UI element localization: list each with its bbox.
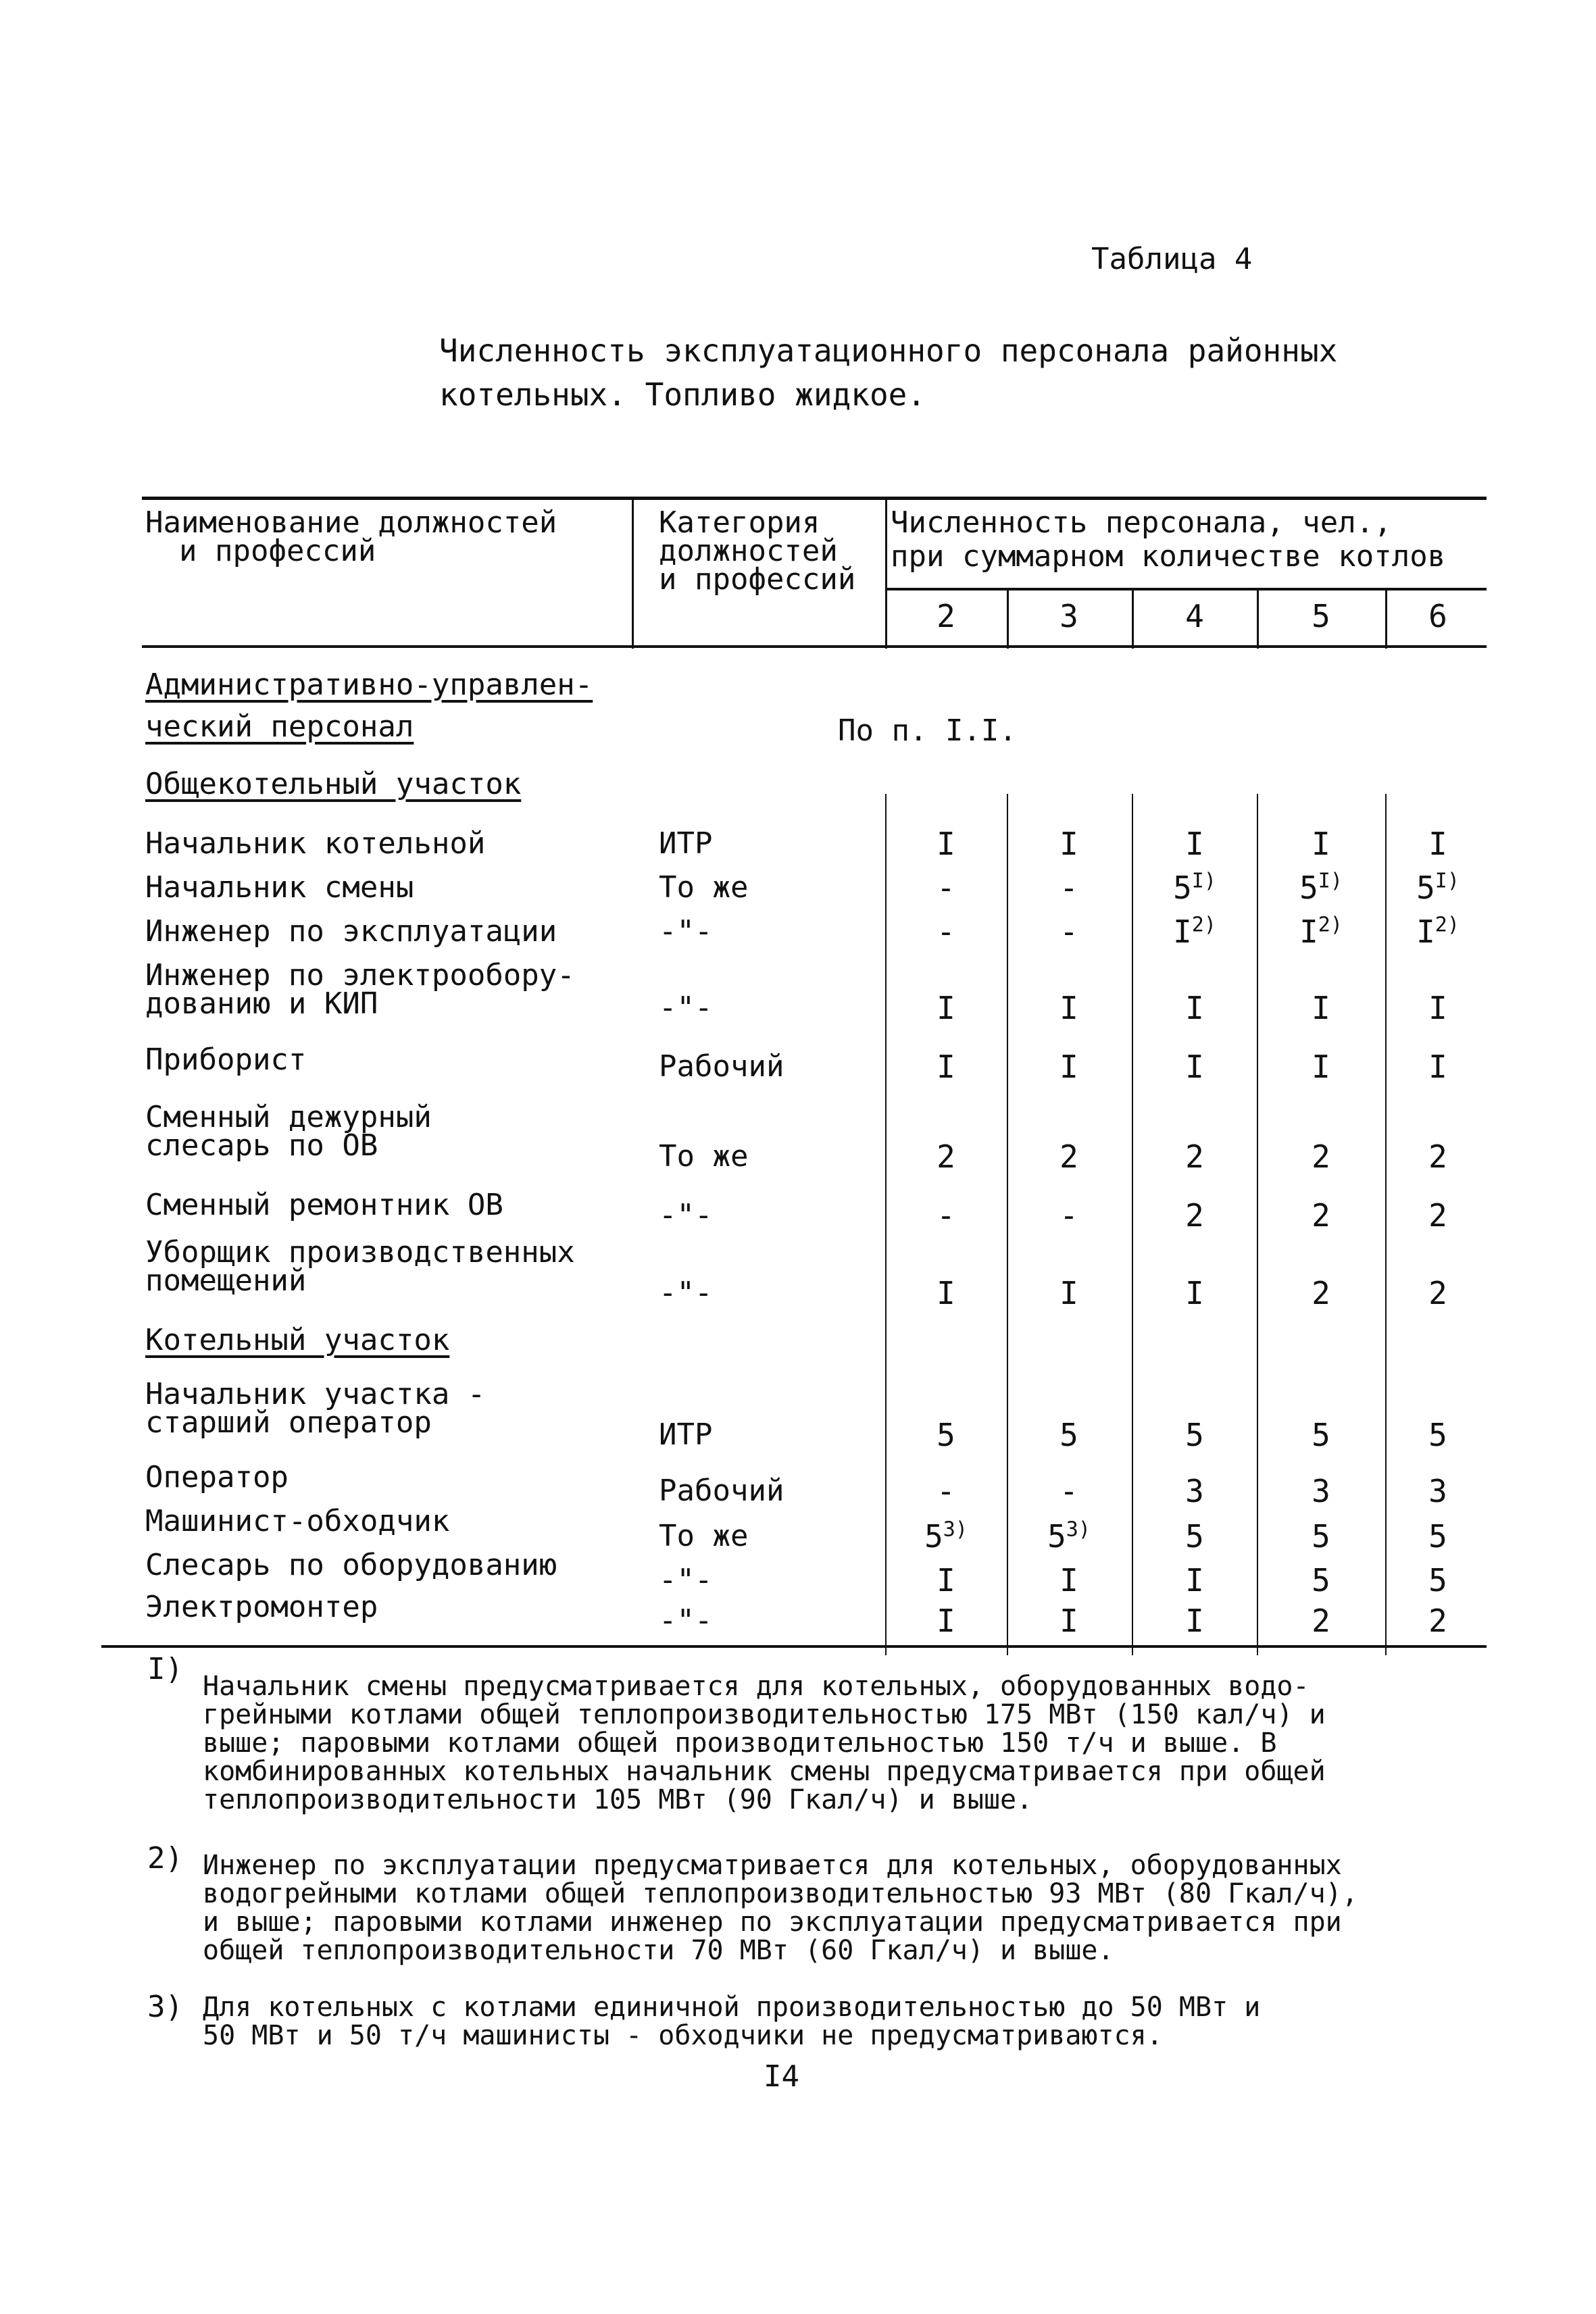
header-divider-2 [885, 497, 887, 649]
row-value: I [1312, 1049, 1330, 1085]
row-name: дованию и КИП [145, 986, 378, 1021]
body-divider-4 [1257, 794, 1258, 1655]
row-value: 5 [1185, 1518, 1204, 1555]
header-col1-line2: и профессий [179, 534, 376, 568]
row-value: $5^{I)}$ [1299, 869, 1343, 906]
header-col2-line1: Категория [659, 505, 820, 540]
footnote-line: Для котельных с котлами единичной производительностью до 50 МВт и [203, 1992, 1261, 2023]
row-value: $5^{I)}$ [1173, 869, 1216, 906]
row-value: 5 [1428, 1417, 1447, 1453]
row-name: Уборщик производственных [145, 1235, 575, 1269]
section-admin-line1: Административно-управлен- [145, 668, 593, 702]
count-divider-3 [1257, 588, 1259, 649]
row-value: - [937, 913, 955, 950]
row-value: $I^{2)}$ [1299, 913, 1343, 950]
header-col2-line2: должностей [659, 534, 838, 568]
footnote-ref: 3) [1066, 1517, 1091, 1542]
footnote-line: и выше; паровыми котлами инженер по эксплуатации предусматривается при [203, 1907, 1342, 1938]
row-value: 2 [1312, 1603, 1330, 1639]
footnote-line: общей теплопроизводительности 70 МВт (60 Гкал/ч) и выше. [203, 1935, 1114, 1966]
row-name: Машинист-обходчик [145, 1504, 450, 1538]
row-value: 5 [937, 1417, 955, 1453]
row-value: 5 [1185, 1417, 1204, 1453]
row-value: 2 [1428, 1603, 1447, 1639]
row-value: 2 [1428, 1197, 1447, 1234]
header-col1-line1: Наименование должностей [145, 505, 557, 540]
row-value: 5 [1428, 1518, 1447, 1555]
row-value: 2 [1312, 1138, 1330, 1175]
row-value: - [1059, 870, 1078, 906]
row-value: - [937, 870, 955, 906]
row-value: 2 [1428, 1138, 1447, 1175]
row-value: I [1185, 1603, 1204, 1639]
row-value: 5 [1312, 1518, 1330, 1555]
row-value: I [1428, 1049, 1447, 1085]
row-category: -"- [659, 914, 713, 949]
footnote-ref: I) [1318, 869, 1343, 893]
count-header: 5 [1312, 598, 1330, 634]
footnote-line: комбинированных котельных начальник смены предусматривается при общей [203, 1756, 1326, 1787]
footnote-2-mark: 2) [147, 1841, 183, 1876]
row-value: I [1059, 1562, 1078, 1599]
row-name: Инженер по электрообору- [145, 958, 575, 992]
header-col2-line3: и профессий [659, 562, 856, 597]
count-header: 4 [1185, 598, 1204, 634]
row-name: Электромонтер [145, 1590, 378, 1624]
row-value: - [937, 1197, 955, 1234]
row-category: ИТР [659, 826, 713, 861]
header-bottom-rule [142, 645, 1487, 648]
row-value: 2 [1428, 1275, 1447, 1311]
row-value: - [937, 1473, 955, 1509]
row-category: То же [659, 1519, 749, 1553]
row-name: Сменный ремонтник ОВ [145, 1188, 503, 1222]
row-name: Сменный дежурный [145, 1100, 432, 1134]
row-category: -"- [659, 1198, 713, 1232]
header-col3-line2: при суммарном количестве котлов [891, 539, 1446, 574]
row-value: $I^{2)}$ [1416, 913, 1460, 950]
row-category: Рабочий [659, 1049, 784, 1084]
body-divider-5 [1385, 794, 1387, 1655]
table-top-rule [142, 497, 1487, 500]
row-value: I [1312, 990, 1330, 1026]
count-divider-2 [1132, 588, 1134, 649]
row-value: 5 [1312, 1417, 1330, 1453]
section-general-site: Общекотельный участок [145, 767, 522, 801]
header-col3-line1: Численность персонала, чел., [891, 505, 1392, 540]
row-name: Слесарь по оборудованию [145, 1548, 557, 1582]
row-value: 5$^{3)}$ [924, 1517, 968, 1555]
header-divider-1 [632, 497, 634, 649]
row-value: 2 [1185, 1138, 1204, 1175]
section-boiler-site: Котельный участок [145, 1323, 450, 1357]
row-value: I [1185, 1049, 1204, 1085]
row-value: 2 [1312, 1197, 1330, 1234]
row-name: старший оператор [145, 1405, 432, 1440]
section-admin-line2: ческий персонал [145, 709, 414, 744]
footnote-line: грейными котлами общей теплопроизводительностью 175 МВт (150 кал/ч) и [203, 1699, 1326, 1730]
count-header: 6 [1428, 598, 1447, 634]
row-value: I [937, 1603, 955, 1639]
row-value: I [1185, 1562, 1204, 1599]
row-value: I [1185, 826, 1204, 862]
row-value: I [937, 826, 955, 862]
row-name: Приборист [145, 1042, 307, 1077]
row-value: 5$^{3)}$ [1047, 1517, 1091, 1555]
row-value: I [1185, 990, 1204, 1026]
row-value: I [1428, 826, 1447, 862]
row-name: Начальник смены [145, 870, 414, 905]
row-value: I [1059, 1603, 1078, 1639]
row-value: 3 [1185, 1473, 1204, 1509]
count-divider-1 [1007, 588, 1009, 649]
row-name: Начальник котельной [145, 826, 486, 861]
row-value: I [1312, 826, 1330, 862]
footnote-ref: 2) [1191, 913, 1216, 937]
footnote-ref: 3) [943, 1517, 968, 1542]
count-header: 2 [937, 598, 955, 634]
row-value: I [937, 1275, 955, 1311]
row-name: Оператор [145, 1460, 289, 1494]
row-value: - [1059, 1197, 1078, 1234]
row-value: I [1059, 1275, 1078, 1311]
row-value: I [1185, 1275, 1204, 1311]
row-value: $5^{I)}$ [1416, 869, 1460, 906]
header-count-rule [885, 588, 1487, 590]
row-name: помещений [145, 1263, 307, 1298]
body-divider-3 [1132, 794, 1133, 1655]
row-value: I [937, 990, 955, 1026]
footnote-line: выше; паровыми котлами общей производительностью 150 т/ч и выше. В [203, 1728, 1277, 1759]
row-value: I [1059, 1049, 1078, 1085]
footnote-line: Начальник смены предусматривается для котельных, оборудованных водо- [203, 1671, 1310, 1702]
table-caption-line-1: Численность эксплуатационного персонала районных [439, 332, 1338, 369]
row-name: Начальник участка - [145, 1377, 486, 1411]
body-divider-1 [885, 794, 887, 1655]
row-category: -"- [659, 990, 713, 1025]
row-value: I [937, 1049, 955, 1085]
table-bottom-rule [101, 1645, 1487, 1648]
row-category: Рабочий [659, 1474, 784, 1508]
row-category: То же [659, 870, 749, 905]
row-value: 2 [1185, 1197, 1204, 1234]
row-category: ИТР [659, 1417, 713, 1452]
row-category: То же [659, 1139, 749, 1174]
row-value: 2 [1312, 1275, 1330, 1311]
row-name: Инженер по эксплуатации [145, 914, 557, 949]
footnote-1-mark: I) [147, 1652, 183, 1686]
footnote-ref: I) [1191, 869, 1216, 893]
row-name: слесарь по ОВ [145, 1128, 378, 1163]
admin-reference: По п. I.I. [838, 713, 1017, 748]
footnote-line: Инженер по эксплуатации предусматривается для котельных, оборудованных [203, 1850, 1342, 1881]
table-caption-line-2: котельных. Топливо жидкое. [439, 376, 926, 413]
row-category: -"- [659, 1603, 713, 1638]
row-value: $I^{2)}$ [1173, 913, 1216, 950]
count-divider-4 [1385, 588, 1387, 649]
footnote-line: теплопроизводительности 105 МВт (90 Гкал/ч) и выше. [203, 1784, 1033, 1815]
row-value: 2 [937, 1138, 955, 1175]
footnote-line: 50 МВт и 50 т/ч машинисты - обходчики не предусматриваются. [203, 2020, 1163, 2051]
table-label: Таблица 4 [1091, 242, 1253, 276]
row-category: -"- [659, 1563, 713, 1597]
count-header: 3 [1059, 598, 1078, 634]
page-number: I4 [764, 2059, 799, 2094]
row-value: 3 [1312, 1473, 1330, 1509]
footnote-line: водогрейными котлами общей теплопроизводительностью 93 МВт (80 Гкал/ч), [203, 1878, 1358, 1909]
footnote-ref: 2) [1318, 913, 1343, 937]
row-value: I [1428, 990, 1447, 1026]
row-value: I [937, 1562, 955, 1599]
footnote-3-mark: 3) [147, 1990, 183, 2024]
row-value: - [1059, 1473, 1078, 1509]
row-value: I [1059, 990, 1078, 1026]
row-value: 3 [1428, 1473, 1447, 1509]
footnote-ref: 2) [1435, 913, 1460, 937]
row-value: 5 [1428, 1562, 1447, 1599]
row-value: I [1059, 826, 1078, 862]
row-value: 5 [1312, 1562, 1330, 1599]
row-value: - [1059, 913, 1078, 950]
row-value: 2 [1059, 1138, 1078, 1175]
body-divider-2 [1007, 794, 1008, 1655]
footnote-ref: I) [1435, 869, 1460, 893]
row-category: -"- [659, 1276, 713, 1310]
row-value: 5 [1059, 1417, 1078, 1453]
